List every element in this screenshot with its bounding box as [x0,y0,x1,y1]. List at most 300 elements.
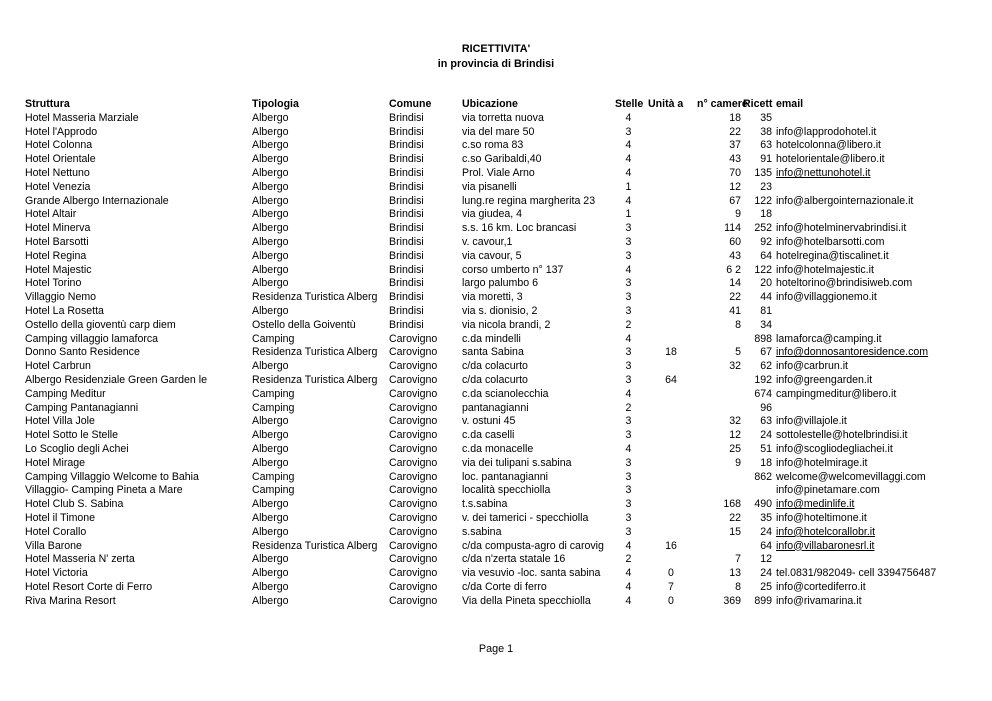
cell-stelle: 3 [625,484,632,497]
cell-comune: Brindisi [389,208,424,221]
cell-tipologia: Albergo [252,194,289,207]
cell-ubicazione: loc. pantanagianni [462,470,548,483]
cell-email: info@hotelminervabrindisi.it [776,222,907,235]
header-tipologia: Tipologia [252,98,299,110]
cell-email[interactable]: info@villabaronesrl.it [776,539,875,552]
cell-comune: Carovigno [389,415,438,428]
cell-ubicazione: t.s.sabina [462,498,508,511]
cell-tipologia: Albergo [252,525,289,538]
cell-camere: 43 [729,153,741,166]
cell-comune: Brindisi [389,236,424,248]
cell-ubicazione: via dei tulipani s.sabina [462,456,572,469]
cell-ubicazione: Via della Pineta specchiolla [462,594,591,607]
cell-ubicazione: v. cavour,1 [462,236,513,248]
cell-struttura: Grande Albergo Internazionale [25,194,169,207]
cell-comune: Carovigno [389,443,438,455]
cell-camere: 6 2 [726,263,741,276]
cell-camere: 32 [729,360,741,373]
cell-camere: 9 [735,208,741,221]
cell-ricett: 135 [754,167,772,179]
table-row [0,346,992,360]
cell-ricett: 24 [760,525,772,538]
cell-tipologia: Ostello della Goiventù [252,318,356,331]
table-row [0,167,992,181]
cell-comune: Brindisi [389,139,424,152]
table-row [0,388,992,402]
cell-struttura: Hotel Altair [25,208,77,221]
cell-comune: Carovigno [389,484,438,497]
cell-ricett: 91 [760,153,772,166]
cell-camere: 22 [729,512,741,524]
cell-ubicazione: via vesuvio -loc. santa sabina [462,567,601,580]
cell-comune: Brindisi [389,291,424,304]
cell-ricett: 64 [760,249,772,262]
header-struttura: Struttura [25,98,70,110]
cell-email: info@hotelbarsotti.com [776,236,885,248]
cell-ubicazione: largo palumbo 6 [462,277,538,290]
cell-camere: 12 [729,180,741,193]
cell-ubicazione: c.so roma 83 [462,139,524,152]
table-row [0,471,992,485]
cell-camere: 114 [724,222,741,235]
cell-tipologia: Albergo [252,222,289,235]
cell-stelle: 3 [625,360,632,373]
cell-camere: 18 [729,111,741,124]
cell-struttura: Lo Scoglio degli Achei [25,443,129,455]
cell-email: info@greengarden.it [776,374,873,386]
cell-stelle: 4 [625,167,632,179]
cell-comune: Carovigno [389,567,438,580]
cell-ricett: 252 [754,222,772,235]
cell-ubicazione: c/da colacurto [462,360,528,373]
page-number: Page 1 [478,643,514,655]
cell-ubicazione: c.da mindelli [462,332,521,345]
cell-ubicazione: via pisanelli [462,180,517,193]
cell-comune: Brindisi [389,111,424,124]
table-row [0,498,992,512]
cell-struttura: Hotel Majestic [25,263,92,276]
cell-email: info@villaggionemo.it [776,291,877,304]
table-row [0,443,992,457]
cell-comune: Brindisi [389,277,424,290]
table-row [0,540,992,554]
cell-comune: Carovigno [389,374,438,386]
cell-stelle: 1 [625,180,632,193]
cell-tipologia: Albergo [252,153,289,166]
cell-tipologia: Albergo [252,139,289,152]
cell-email: info@hoteltimone.it [776,512,867,524]
cell-tipologia: Albergo [252,111,289,124]
cell-email: hotelregina@tiscalinet.it [776,249,889,262]
cell-email: info@scogliodegliachei.it [776,443,893,455]
cell-camere: 8 [735,581,741,593]
cell-tipologia: Albergo [252,180,289,193]
cell-ubicazione: c/da Corte di ferro [462,581,547,593]
cell-comune: Carovigno [389,594,438,607]
cell-tipologia: Residenza Turistica Alberg [252,539,378,552]
cell-email[interactable]: info@hotelcorallobr.it [776,525,876,538]
cell-ubicazione: c.da scianolecchia [462,387,549,400]
cell-ubicazione: via moretti, 3 [462,291,523,304]
cell-camere: 13 [729,567,741,580]
cell-tipologia: Albergo [252,305,289,317]
table-row [0,457,992,471]
cell-ricett: 674 [754,387,772,400]
cell-stelle: 4 [625,443,632,455]
cell-struttura: Villaggio- Camping Pineta a Mare [25,484,183,497]
cell-ubicazione: via cavour, 5 [462,249,522,262]
table-row [0,595,992,609]
cell-stelle: 4 [625,194,632,207]
cell-ricett: 862 [754,470,772,483]
cell-stelle: 3 [625,470,632,483]
cell-tipologia: Albergo [252,415,289,428]
cell-struttura: Hotel Masseria Marziale [25,111,139,124]
cell-ricett: 62 [760,360,772,373]
cell-email: hoteltorino@brindisiweb.com [776,277,913,290]
cell-struttura: Hotel Club S. Sabina [25,498,124,511]
cell-stelle: 3 [625,525,632,538]
cell-comune: Brindisi [389,263,424,276]
cell-unita: 0 [668,594,674,607]
cell-camere: 8 [735,318,741,331]
cell-ubicazione: c/da n'zerta statale 16 [462,553,566,566]
table-row [0,181,992,195]
document-title: RICETTIVITA' [461,43,531,55]
cell-ubicazione: c/da colacurto [462,374,528,386]
cell-struttura: Hotel Carbrun [25,360,91,373]
cell-struttura: Hotel Masseria N' zerta [25,553,135,566]
cell-email: info@albergointernazionale.it [776,194,914,207]
cell-camere: 7 [735,553,741,566]
cell-ricett: 20 [760,277,772,290]
table-row [0,415,992,429]
cell-email: welcome@welcomevillaggi.com [776,470,926,483]
cell-comune: Carovigno [389,553,438,566]
cell-struttura: Hotel Regina [25,249,87,262]
cell-email: hotelorientale@libero.it [776,153,885,166]
cell-comune: Carovigno [389,539,438,552]
cell-tipologia: Albergo [252,553,289,566]
table-row [0,208,992,222]
cell-email: info@carbrun.it [776,360,848,373]
cell-ricett: 122 [754,263,772,276]
cell-struttura: Hotel Nettuno [25,167,90,179]
cell-ricett: 490 [754,498,772,511]
cell-camere: 41 [729,305,741,317]
table-row [0,526,992,540]
cell-ubicazione: santa Sabina [462,346,524,359]
cell-ricett: 63 [760,139,772,152]
cell-camere: 67 [729,194,741,207]
cell-ubicazione: corso umberto n° 137 [462,263,564,276]
cell-unita: 64 [665,374,677,386]
cell-tipologia: Albergo [252,498,289,511]
cell-struttura: Hotel il Timone [25,512,96,524]
cell-struttura: Hotel Venezia [25,180,91,193]
cell-comune: Carovigno [389,498,438,511]
cell-stelle: 4 [625,581,632,593]
cell-stelle: 4 [625,111,632,124]
table-row [0,264,992,278]
cell-struttura: Riva Marina Resort [25,594,116,607]
cell-stelle: 3 [625,222,632,235]
cell-comune: Carovigno [389,346,438,359]
cell-stelle: 3 [625,125,632,138]
cell-camere: 60 [729,236,741,248]
cell-struttura: Camping Meditur [25,387,106,400]
cell-email: sottolestelle@hotelbrindisi.it [776,429,908,442]
table-row [0,374,992,388]
table-row [0,236,992,250]
cell-stelle: 3 [625,429,632,442]
cell-stelle: 3 [625,305,632,317]
cell-ricett: 34 [760,318,772,331]
table-header-row [0,98,992,112]
table-row [0,305,992,319]
cell-comune: Brindisi [389,305,424,317]
cell-stelle: 3 [625,291,632,304]
header-email: email [776,98,804,110]
table-row [0,126,992,140]
cell-tipologia: Albergo [252,360,289,373]
cell-ubicazione: via torretta nuova [462,111,544,124]
table-row [0,291,992,305]
cell-ubicazione: località specchiolla [462,484,551,497]
cell-camere: 25 [729,443,741,455]
cell-camere: 14 [729,277,741,290]
cell-stelle: 3 [625,346,632,359]
table-row [0,484,992,498]
cell-unita: 16 [665,539,677,552]
cell-comune: Brindisi [389,125,424,138]
cell-ubicazione: c.so Garibaldi,40 [462,153,542,166]
cell-stelle: 4 [625,153,632,166]
cell-stelle: 3 [625,456,632,469]
cell-stelle: 1 [625,208,632,221]
cell-ricett: 92 [760,236,772,248]
cell-ubicazione: pantanagianni [462,401,529,414]
cell-ubicazione: via giudea, 4 [462,208,523,221]
cell-tipologia: Residenza Turistica Alberg [252,346,378,359]
table-row [0,581,992,595]
cell-email: info@villajole.it [776,415,847,428]
cell-ricett: 64 [760,539,772,552]
cell-tipologia: Residenza Turistica Alberg [252,291,378,304]
cell-tipologia: Camping [252,332,295,345]
cell-camere: 12 [729,429,741,442]
cell-ubicazione: s.s. 16 km. Loc brancasi [462,222,577,235]
cell-struttura: Donno Santo Residence [25,346,140,359]
cell-ricett: 18 [760,208,772,221]
cell-ricett: 24 [760,567,772,580]
cell-camere: 168 [723,498,741,511]
cell-struttura: Hotel Resort Corte di Ferro [25,581,153,593]
cell-email: info@hotelmajestic.it [776,263,874,276]
cell-struttura: Ostello della gioventù carp diem [25,318,176,331]
cell-ubicazione: v. ostuni 45 [462,415,516,428]
table-row [0,567,992,581]
cell-camere: 70 [729,167,741,179]
cell-unita: 0 [668,567,674,580]
cell-ricett: 67 [760,346,772,359]
table-row [0,553,992,567]
cell-struttura: Albergo Residenziale Green Garden le [25,374,207,386]
table-row [0,250,992,264]
cell-ubicazione: via del mare 50 [462,125,535,138]
cell-tipologia: Albergo [252,208,289,221]
table-row [0,112,992,126]
cell-email[interactable]: info@nettunohotel.it [776,167,871,179]
cell-camere: 5 [735,346,741,359]
cell-ricett: 25 [760,581,772,593]
cell-ubicazione: c/da compusta-agro di carovig [462,539,604,552]
cell-tipologia: Albergo [252,581,289,593]
table-row [0,360,992,374]
cell-stelle: 4 [625,387,632,400]
cell-unita: 18 [665,346,677,359]
header-ricett: Ricett [743,98,773,110]
cell-comune: Brindisi [389,194,424,207]
cell-comune: Carovigno [389,387,438,400]
header-comune: Comune [389,98,432,110]
cell-struttura: Camping Villaggio Welcome to Bahia [25,470,199,483]
cell-stelle: 3 [625,512,632,524]
cell-stelle: 3 [625,277,632,290]
cell-email: info@cortediferro.it [776,581,866,593]
table-row [0,512,992,526]
cell-ricett: 63 [760,415,772,428]
cell-comune: Brindisi [389,318,424,331]
table-row [0,195,992,209]
cell-comune: Brindisi [389,222,424,235]
cell-tipologia: Albergo [252,125,289,138]
cell-ubicazione: c.da monacelle [462,443,534,455]
table-row [0,402,992,416]
cell-tipologia: Camping [252,401,295,414]
header-unita: Unità a [648,98,684,110]
cell-ricett: 898 [754,332,772,345]
cell-struttura: Hotel La Rosetta [25,305,104,317]
cell-struttura: Villa Barone [25,539,82,552]
cell-camere: 37 [729,139,741,152]
cell-ricett: 35 [760,111,772,124]
header-stelle: Stelle [615,98,644,110]
cell-comune: Carovigno [389,512,438,524]
cell-email: info@rivamarina.it [776,594,862,607]
cell-tipologia: Albergo [252,236,289,248]
cell-tipologia: Albergo [252,249,289,262]
cell-stelle: 3 [625,249,632,262]
cell-ubicazione: via s. dionisio, 2 [462,305,538,317]
cell-struttura: Hotel Torino [25,277,82,290]
cell-ubicazione: via nicola brandi, 2 [462,318,551,331]
cell-struttura: Hotel Orientale [25,153,96,166]
cell-stelle: 4 [625,263,632,276]
cell-email: tel.0831/982049- cell 3394756487 [776,567,937,580]
cell-struttura: Hotel Colonna [25,139,93,152]
cell-stelle: 4 [625,332,632,345]
cell-email: campingmeditur@libero.it [776,387,897,400]
cell-ricett: 23 [760,180,772,193]
cell-stelle: 3 [625,236,632,248]
cell-tipologia: Camping [252,387,295,400]
cell-ricett: 24 [760,429,772,442]
cell-ubicazione: c.da caselli [462,429,515,442]
cell-struttura: Hotel Minerva [25,222,91,235]
cell-ubicazione: Prol. Viale Arno [462,167,535,179]
header-camere: n° camere [697,98,748,110]
cell-ricett: 35 [760,512,772,524]
cell-email[interactable]: info@medinlife.it [776,498,855,511]
cell-tipologia: Camping [252,470,295,483]
cell-camere: 9 [735,456,741,469]
cell-stelle: 3 [625,415,632,428]
cell-camere: 22 [729,291,741,304]
cell-struttura: Hotel Mirage [25,456,86,469]
cell-comune: Brindisi [389,153,424,166]
cell-comune: Carovigno [389,332,438,345]
cell-comune: Brindisi [389,249,424,262]
cell-ricett: 122 [754,194,772,207]
cell-struttura: Hotel Victoria [25,567,88,580]
cell-struttura: Hotel Sotto le Stelle [25,429,119,442]
cell-ricett: 81 [760,305,772,317]
cell-tipologia: Camping [252,484,295,497]
cell-tipologia: Albergo [252,277,289,290]
cell-stelle: 2 [625,318,632,331]
cell-email[interactable]: info@donnosantoresidence.com [776,346,929,359]
cell-ricett: 192 [754,374,772,386]
cell-stelle: 4 [625,539,632,552]
cell-stelle: 2 [625,401,632,414]
cell-tipologia: Albergo [252,456,289,469]
cell-comune: Brindisi [389,167,424,179]
cell-camere: 32 [729,415,741,428]
cell-stelle: 4 [625,594,632,607]
cell-tipologia: Albergo [252,512,289,524]
cell-struttura: Camping Pantanagianni [25,401,139,414]
cell-tipologia: Albergo [252,167,289,179]
cell-comune: Carovigno [389,429,438,442]
cell-tipologia: Albergo [252,443,289,455]
document-subtitle: in provincia di Brindisi [437,58,555,70]
cell-stelle: 3 [625,498,632,511]
cell-comune: Carovigno [389,525,438,538]
cell-camere: 369 [723,594,741,607]
cell-tipologia: Albergo [252,263,289,276]
cell-struttura: Villaggio Nemo [25,291,97,304]
cell-email: lamaforca@camping.it [776,332,882,345]
cell-stelle: 2 [625,553,632,566]
cell-ricett: 44 [760,291,772,304]
cell-ricett: 96 [760,401,772,414]
cell-ricett: 51 [760,443,772,455]
cell-tipologia: Albergo [252,429,289,442]
cell-camere: 22 [729,125,741,138]
cell-email: info@lapprodohotel.it [776,125,877,138]
cell-ricett: 38 [760,125,772,138]
cell-comune: Brindisi [389,180,424,193]
cell-tipologia: Albergo [252,594,289,607]
cell-stelle: 4 [625,567,632,580]
cell-comune: Carovigno [389,401,438,414]
cell-struttura: Camping villaggio lamaforca [25,332,159,345]
cell-struttura: Hotel Barsotti [25,236,89,248]
header-ubicazione: Ubicazione [462,98,518,110]
cell-struttura: Hotel Villa Jole [25,415,95,428]
cell-unita: 7 [668,581,674,593]
